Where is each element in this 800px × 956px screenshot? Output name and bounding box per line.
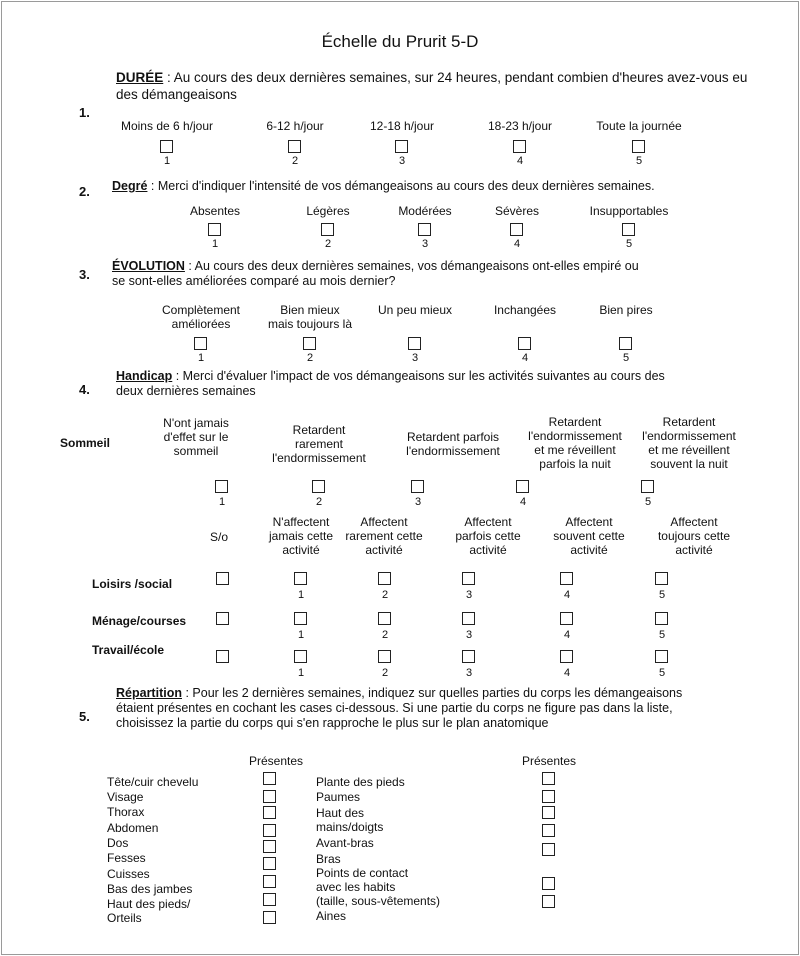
activity-score: 3 xyxy=(465,667,473,679)
body-part-label: mains/doigts xyxy=(316,820,384,834)
activity-header: Affectent toujours cette activité xyxy=(657,515,731,557)
body-part-checkbox[interactable] xyxy=(263,857,276,870)
activity-checkbox[interactable] xyxy=(560,572,573,585)
q1-checkbox[interactable] xyxy=(160,140,173,153)
body-part-checkbox[interactable] xyxy=(263,772,276,785)
body-part-checkbox[interactable] xyxy=(263,824,276,837)
body-part-checkbox[interactable] xyxy=(542,877,555,890)
q2-option-label: Modérées xyxy=(398,204,452,218)
question-5-text xyxy=(116,686,686,731)
q1-checkbox[interactable] xyxy=(513,140,526,153)
body-part-checkbox[interactable] xyxy=(263,840,276,853)
body-part-checkbox[interactable] xyxy=(542,843,555,856)
body-part-label: Bras xyxy=(316,852,341,866)
activity-checkbox[interactable] xyxy=(655,612,668,625)
question-5-keyword: Répartition xyxy=(116,686,182,700)
body-part-checkbox[interactable] xyxy=(542,806,555,819)
q2-checkbox[interactable] xyxy=(418,223,431,236)
question-3-number: 3. xyxy=(79,267,90,282)
activity-score: 4 xyxy=(563,589,571,601)
q1-checkbox[interactable] xyxy=(288,140,301,153)
question-3-keyword: ÉVOLUTION xyxy=(112,259,185,273)
body-part-label: Haut des pieds/ xyxy=(107,897,191,911)
q1-option-label: 12-18 h/jour xyxy=(369,119,435,133)
activity-checkbox[interactable] xyxy=(655,572,668,585)
activity-score: 3 xyxy=(465,589,473,601)
sleep-score: 1 xyxy=(218,496,226,508)
q3-checkbox[interactable] xyxy=(619,337,632,350)
activity-checkbox[interactable] xyxy=(560,612,573,625)
activity-row-label: Ménage/courses xyxy=(92,614,187,628)
body-part-label: Bas des jambes xyxy=(107,882,193,896)
question-4-keyword: Handicap xyxy=(116,369,173,383)
body-part-label: Thorax xyxy=(107,805,145,819)
activity-header: S/o xyxy=(209,530,229,544)
q1-option-label: Moins de 6 h/jour xyxy=(120,119,214,133)
activity-score: 2 xyxy=(381,629,389,641)
question-2-text xyxy=(112,179,752,194)
body-part-checkbox[interactable] xyxy=(542,895,555,908)
sleep-score: 3 xyxy=(414,496,422,508)
sleep-checkbox[interactable] xyxy=(411,480,424,493)
body-part-label: Fesses xyxy=(107,851,146,865)
q3-score: 5 xyxy=(622,352,630,364)
question-5-description: : Pour les 2 dernières semaines, indiquez sur quelles parties du corps les démangeaisons étaient présentes en cochant les cases ci-dessous. Si une partie du corps ne figure pas dans la liste, choisissez la partie du corps qui s'en rapproche le plus sur le plan anatomique xyxy=(116,686,683,730)
question-2-keyword: Degré xyxy=(112,179,148,193)
sleep-checkbox[interactable] xyxy=(215,480,228,493)
body-part-label: Cuisses xyxy=(107,867,150,881)
body-part-label: Visage xyxy=(107,790,144,804)
body-part-label: Haut des xyxy=(316,806,365,820)
activity-checkbox[interactable] xyxy=(378,572,391,585)
q1-checkbox[interactable] xyxy=(632,140,645,153)
activity-score: 4 xyxy=(563,667,571,679)
activity-header: Affectent souvent cette activité xyxy=(553,515,625,557)
body-part-checkbox[interactable] xyxy=(263,806,276,819)
question-1-keyword: DURÉE xyxy=(116,70,164,85)
q3-score: 2 xyxy=(306,352,314,364)
q1-score: 5 xyxy=(635,155,643,167)
q2-option-label: Absentes xyxy=(189,204,241,218)
q3-option-label: Un peu mieux xyxy=(377,303,453,317)
activity-checkbox[interactable] xyxy=(216,650,229,663)
activity-score: 2 xyxy=(381,589,389,601)
activity-checkbox[interactable] xyxy=(378,650,391,663)
presentes-header-left: Présentes xyxy=(248,754,304,768)
body-part-checkbox[interactable] xyxy=(263,893,276,906)
question-4-text xyxy=(116,369,686,399)
presentes-header-right: Présentes xyxy=(521,754,577,768)
sleep-option-label: N'ont jamais d'effet sur le sommeil xyxy=(163,416,229,458)
activity-score: 5 xyxy=(658,629,666,641)
activity-checkbox[interactable] xyxy=(294,572,307,585)
activity-score: 4 xyxy=(563,629,571,641)
activity-checkbox[interactable] xyxy=(216,572,229,585)
body-part-checkbox[interactable] xyxy=(542,790,555,803)
sleep-row-label: Sommeil xyxy=(60,436,111,450)
activity-checkbox[interactable] xyxy=(462,572,475,585)
activity-score: 5 xyxy=(658,667,666,679)
activity-score: 3 xyxy=(465,629,473,641)
sleep-option-label: Retardent rarement l'endormissement xyxy=(272,423,366,465)
body-part-label: avec les habits xyxy=(316,880,396,894)
activity-score: 1 xyxy=(297,629,305,641)
sleep-score: 5 xyxy=(644,496,652,508)
activity-score: 1 xyxy=(297,589,305,601)
activity-checkbox[interactable] xyxy=(378,612,391,625)
question-3-text xyxy=(112,259,642,289)
q3-checkbox[interactable] xyxy=(194,337,207,350)
body-part-checkbox[interactable] xyxy=(542,772,555,785)
activity-checkbox[interactable] xyxy=(462,612,475,625)
body-part-checkbox[interactable] xyxy=(263,875,276,888)
activity-header: N'affectent jamais cette activité xyxy=(268,515,334,557)
q2-checkbox[interactable] xyxy=(622,223,635,236)
body-part-label: Plante des pieds xyxy=(316,775,405,789)
q1-score: 2 xyxy=(291,155,299,167)
q2-score: 2 xyxy=(324,238,332,250)
q1-checkbox[interactable] xyxy=(395,140,408,153)
q3-score: 1 xyxy=(197,352,205,364)
activity-checkbox[interactable] xyxy=(560,650,573,663)
question-4-description: : Merci d'évaluer l'impact de vos démangeaisons sur les activités suivantes au cours des deux dernières semaines xyxy=(116,369,665,398)
activity-score: 1 xyxy=(297,667,305,679)
q1-option-label: 6-12 h/jour xyxy=(266,119,324,133)
sleep-checkbox[interactable] xyxy=(516,480,529,493)
body-part-label: Dos xyxy=(107,836,129,850)
q3-option-label: Bien mieux mais toujours là xyxy=(267,303,353,331)
q3-option-label: Inchangées xyxy=(493,303,557,317)
q1-score: 4 xyxy=(516,155,524,167)
sleep-score: 2 xyxy=(315,496,323,508)
q2-score: 5 xyxy=(625,238,633,250)
q2-option-label: Légères xyxy=(306,204,350,218)
question-2-description: : Merci d'indiquer l'intensité de vos démangeaisons au cours des deux dernières semaines. xyxy=(147,179,655,193)
q1-option-label: Toute la journée xyxy=(596,119,682,133)
sleep-checkbox[interactable] xyxy=(312,480,325,493)
activity-checkbox[interactable] xyxy=(655,650,668,663)
q3-checkbox[interactable] xyxy=(303,337,316,350)
question-5-number: 5. xyxy=(79,709,90,724)
q2-checkbox[interactable] xyxy=(510,223,523,236)
sleep-score: 4 xyxy=(519,496,527,508)
activity-checkbox[interactable] xyxy=(294,612,307,625)
sleep-option-label: Retardent parfois l'endormissement xyxy=(406,430,500,458)
q1-option-label: 18-23 h/jour xyxy=(487,119,553,133)
q2-score: 4 xyxy=(513,238,521,250)
body-part-checkbox[interactable] xyxy=(542,824,555,837)
activity-score: 5 xyxy=(658,589,666,601)
activity-checkbox[interactable] xyxy=(294,650,307,663)
body-part-label: Paumes xyxy=(316,790,361,804)
question-2-number: 2. xyxy=(79,184,90,199)
activity-row-label: Loisirs /social xyxy=(92,577,173,591)
body-part-label: Points de contact xyxy=(316,866,409,880)
sleep-checkbox[interactable] xyxy=(641,480,654,493)
activity-checkbox[interactable] xyxy=(216,612,229,625)
body-part-label: Aines xyxy=(316,909,347,923)
body-part-label: Orteils xyxy=(107,911,142,925)
q1-score: 1 xyxy=(163,155,171,167)
q2-option-label: Sévères xyxy=(494,204,540,218)
sleep-option-label: Retardent l'endormissement et me réveillent parfois la nuit xyxy=(528,415,622,471)
activity-checkbox[interactable] xyxy=(462,650,475,663)
question-1-description: : Au cours des deux dernières semaines, sur 24 heures, pendant combien d'heures avez-vous eu des démangeaisons xyxy=(116,70,748,102)
activity-header: Affectent rarement cette activité xyxy=(345,515,423,557)
body-part-checkbox[interactable] xyxy=(263,790,276,803)
body-part-label: (taille, sous-vêtements) xyxy=(316,894,441,908)
question-1-text xyxy=(116,69,756,103)
body-part-checkbox[interactable] xyxy=(263,911,276,924)
page-title: Échelle du Prurit 5-D xyxy=(321,32,479,51)
body-part-label: Abdomen xyxy=(107,821,159,835)
q3-score: 4 xyxy=(521,352,529,364)
activity-score: 2 xyxy=(381,667,389,679)
body-part-label: Avant-bras xyxy=(316,836,374,850)
q3-score: 3 xyxy=(411,352,419,364)
sleep-option-label: Retardent l'endormissement et me réveillent souvent la nuit xyxy=(642,415,736,471)
q2-score: 3 xyxy=(421,238,429,250)
question-3-description: : Au cours des deux dernières semaines, vos démangeaisons ont-elles empiré ou se sont-elles améliorées comparé au mois dernier? xyxy=(112,259,639,288)
q3-checkbox[interactable] xyxy=(518,337,531,350)
question-4-number: 4. xyxy=(79,382,90,397)
activity-header: Affectent parfois cette activité xyxy=(455,515,521,557)
q1-score: 3 xyxy=(398,155,406,167)
q3-option-label: Bien pires xyxy=(599,303,653,317)
q3-checkbox[interactable] xyxy=(408,337,421,350)
question-1-number: 1. xyxy=(79,105,90,120)
activity-row-label: Travail/école xyxy=(92,643,165,657)
q2-checkbox[interactable] xyxy=(321,223,334,236)
q3-option-label: Complètement améliorées xyxy=(161,303,241,331)
q2-checkbox[interactable] xyxy=(208,223,221,236)
q2-option-label: Insupportables xyxy=(589,204,669,218)
body-part-label: Tête/cuir chevelu xyxy=(107,775,199,789)
q2-score: 1 xyxy=(211,238,219,250)
